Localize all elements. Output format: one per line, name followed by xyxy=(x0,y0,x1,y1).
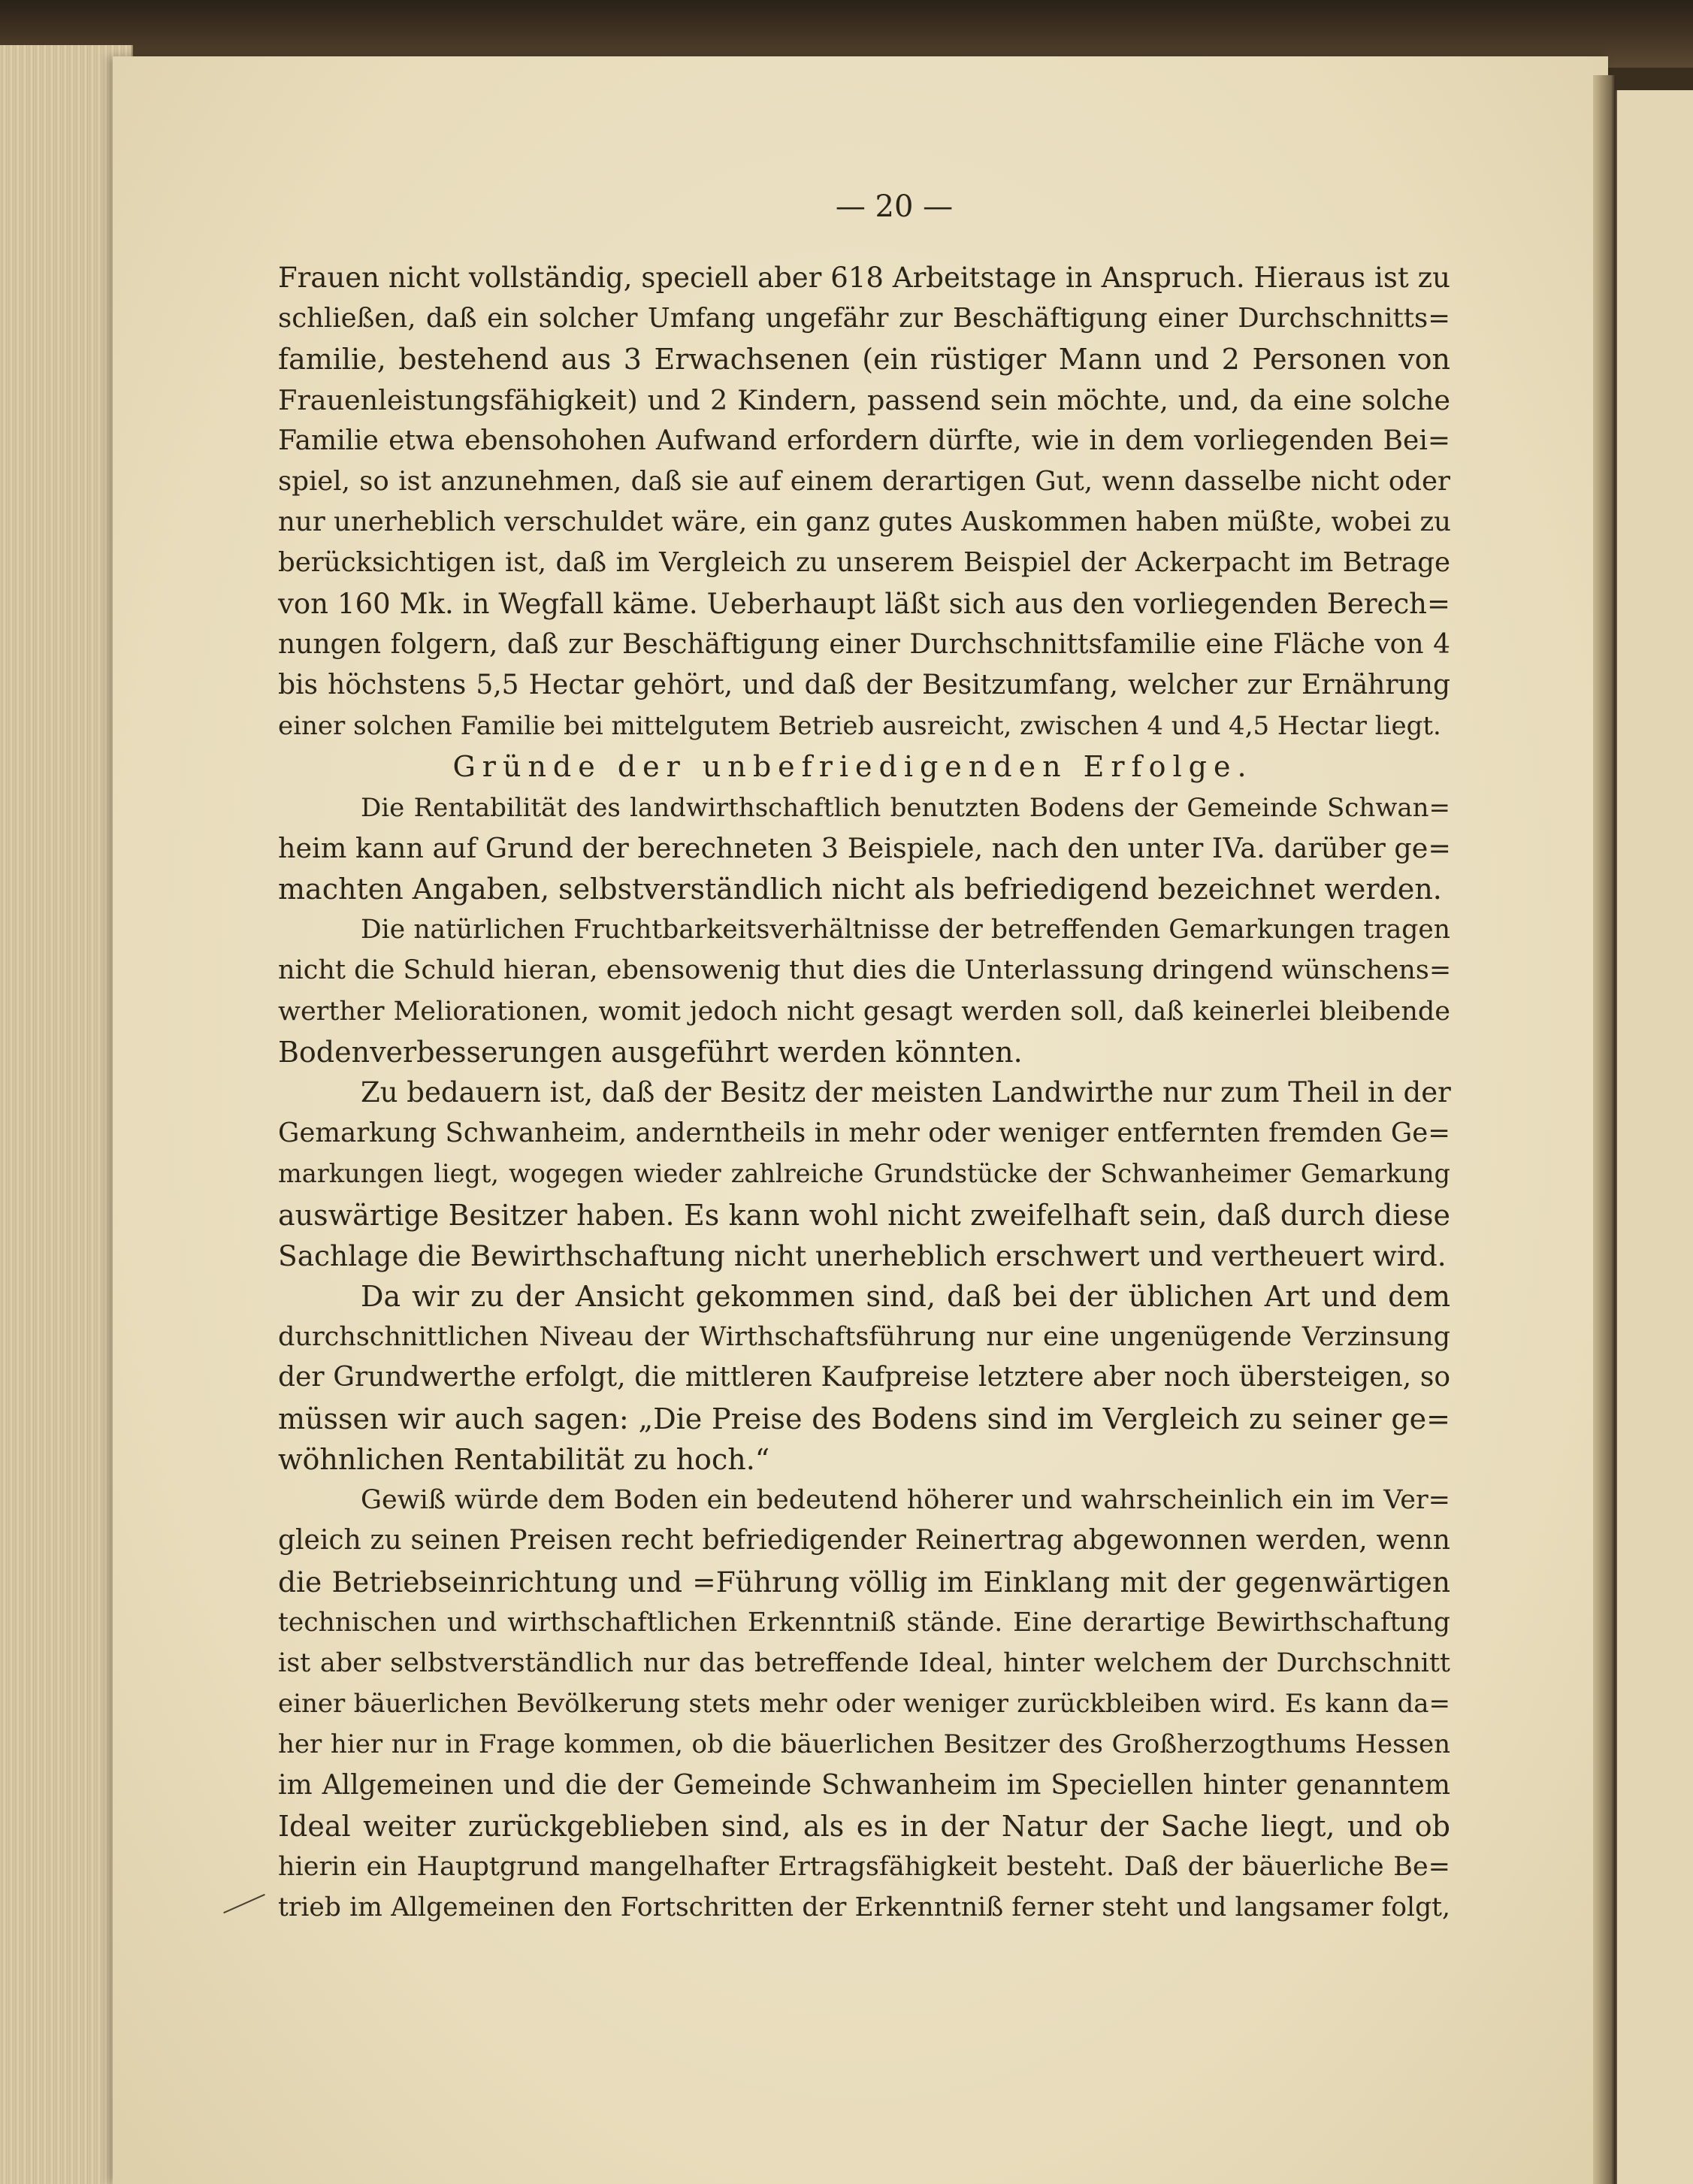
text-line: einer solchen Familie bei mittelgutem Betrieb ausreicht, zwischen 4 und 4,5 Hectar liegt. xyxy=(278,711,1441,742)
text-line: werther Meliorationen, womit jedoch nicht gesagt werden soll, daß keinerlei bleibende xyxy=(278,996,1450,1027)
text-line: her hier nur in Frage kommen, ob die bäuerlichen Besitzer des Großherzogthums Hessen xyxy=(278,1729,1450,1760)
text-line: Gewiß würde dem Boden ein bedeutend höherer und wahrscheinlich ein im Ver= xyxy=(361,1485,1450,1516)
text-line: Frauenleistungsfähigkeit) und 2 Kindern, passend sein möchte, und, da eine solche xyxy=(278,383,1450,416)
text-line: Familie etwa ebensohohen Aufwand erfordern dürfte, wie in dem vorliegenden Bei= xyxy=(278,425,1450,456)
book-gutter xyxy=(1593,75,1616,2184)
text-line: nungen folgern, daß zur Beschäftigung einer Durchschnittsfamilie eine Fläche von 4 xyxy=(278,628,1450,660)
text-line: wöhnlichen Rentabilität zu hoch.“ xyxy=(278,1442,770,1476)
text-line: schließen, daß ein solcher Umfang ungefähr zur Beschäftigung einer Durchschnitts= xyxy=(278,303,1450,334)
text-line: hierin ein Hauptgrund mangelhafter Ertragsfähigkeit besteht. Daß der bäuerliche Be= xyxy=(278,1851,1450,1882)
text-line: Gemarkung Schwanheim, anderntheils in mehr oder weniger entfernten fremden Ge= xyxy=(278,1118,1450,1149)
facing-page-edge xyxy=(1616,90,1693,2184)
text-line: machten Angaben, selbstverständlich nicht als befriedigend bezeichnet werden. xyxy=(278,873,1442,906)
text-line: berücksichtigen ist, daß im Vergleich zu unserem Beispiel der Ackerpacht im Betrage xyxy=(278,547,1450,579)
text-line: nur unerheblich verschuldet wäre, ein ganz gutes Auskommen haben müßte, wobei zu xyxy=(278,507,1452,538)
page-number: — 20 — xyxy=(835,189,954,224)
text-line: technischen und wirthschaftlichen Erkenntniß stände. Eine derartige Bewirthschaftung xyxy=(278,1607,1450,1638)
text-line: bis höchstens 5,5 Hectar gehört, und daß der Besitzumfang, welcher zur Ernährung xyxy=(278,670,1450,701)
text-line: Frauen nicht vollständig, speciell aber 618 Arbeitstage in Anspruch. Hieraus ist zu xyxy=(278,262,1450,294)
text-line: Zu bedauern ist, daß der Besitz der meisten Landwirthe nur zum Theil in der xyxy=(361,1076,1451,1109)
text-line: Ideal weiter zurückgeblieben sind, als es in der Natur der Sache liegt, und ob xyxy=(278,1809,1450,1843)
text-line: der Grundwerthe erfolgt, die mittleren Kaufpreise letztere aber noch übersteigen, so xyxy=(278,1362,1450,1393)
section-heading: Gründe der unbefriedigenden Erfolge. xyxy=(452,750,1253,784)
text-line: heim kann auf Grund der berechneten 3 Beispiele, nach den unter IVa. darüber ge= xyxy=(278,831,1451,864)
text-line: die Betriebseinrichtung und =Führung völlig im Einklang mit der gegenwärtigen xyxy=(278,1565,1450,1599)
text-line: im Allgemeinen und die der Gemeinde Schwanheim im Speciellen hinter genanntem xyxy=(278,1769,1450,1801)
text-line: gleich zu seinen Preisen recht befriedigender Reinertrag abgewonnen werden, wenn xyxy=(278,1525,1450,1556)
text-line: trieb im Allgemeinen den Fortschritten der Erkenntniß ferner steht und langsamer folgt, xyxy=(278,1892,1450,1923)
text-line: müssen wir auch sagen: „Die Preise des Bodens sind im Vergleich zu seiner ge= xyxy=(278,1402,1450,1435)
text-line: Bodenverbesserungen ausgeführt werden könnten. xyxy=(278,1035,1023,1069)
text-line: einer bäuerlichen Bevölkerung stets mehr oder weniger zurückbleiben wird. Es kann da= xyxy=(278,1689,1450,1720)
text-line: Da wir zu der Ansicht gekommen sind, daß bei der üblichen Art und dem xyxy=(361,1280,1450,1314)
text-line: ist aber selbstverständlich nur das betreffende Ideal, hinter welchem der Durchschnitt xyxy=(278,1647,1450,1678)
text-line: spiel, so ist anzunehmen, daß sie auf einem derartigen Gut, wenn dasselbe nicht oder xyxy=(278,466,1450,498)
text-line: familie, bestehend aus 3 Erwachsenen (ein rüstiger Mann und 2 Personen von xyxy=(278,343,1450,377)
text-line: nicht die Schuld hieran, ebensowenig thut dies die Unterlassung dringend wünschens= xyxy=(278,955,1452,986)
text-line: auswärtige Besitzer haben. Es kann wohl nicht zweifelhaft sein, daß durch diese xyxy=(278,1198,1450,1232)
text-line: durchschnittlichen Niveau der Wirthschaftsführung nur eine ungenügende Verzinsung xyxy=(278,1322,1450,1353)
text-line: markungen liegt, wogegen wieder zahlreiche Grundstücke der Schwanheimer Gemarkung xyxy=(278,1159,1450,1189)
text-line: Sachlage die Bewirthschaftung nicht unerheblich erschwert und vertheuert wird. xyxy=(278,1239,1447,1272)
text-line: Die natürlichen Fruchtbarkeitsverhältnisse der betreffenden Gemarkungen tragen xyxy=(361,915,1450,945)
text-line: Die Rentabilität des landwirthschaftlich benutzten Bodens der Gemeinde Schwan= xyxy=(361,792,1450,823)
text-line: von 160 Mk. in Wegfall käme. Ueberhaupt läßt sich aus den vorliegenden Berech= xyxy=(278,587,1450,620)
